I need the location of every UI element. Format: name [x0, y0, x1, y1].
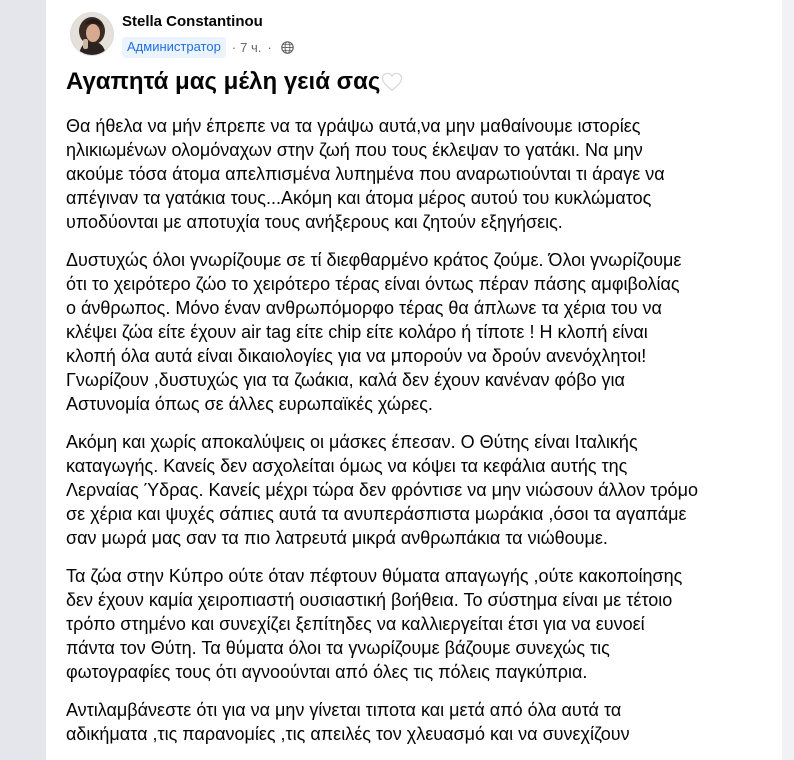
- body-line: ηλικιωμένων ολομόναχων στην ζωή που τους έκλεψαν το γατάκι. Να μην: [66, 140, 643, 160]
- body-line: Δυστυχώς όλοι γνωρίζουμε σε τί διεφθαρμένο κράτος ζούμε. Όλοι γνωρίζουμε: [66, 250, 682, 270]
- post-header: [70, 12, 670, 62]
- body-line: πάντα τον Θύτη. Τα θύματα όλοι τα γνωρίζουμε βάζουμε συνεχώς τις: [66, 638, 610, 658]
- page-scrollbar[interactable]: [782, 0, 794, 760]
- body-line: υποδύονται με αποτυχία τους ανήξερους και ζητούν εξηγήσεις.: [66, 212, 563, 232]
- body-line: ακούμε τόσα άτομα απελπισμένα λυπημένα που αναρωτιούνται τι άραγε να: [66, 164, 665, 184]
- post-title: [66, 68, 403, 96]
- body-line: φωτογραφίες τους ότι αγνοούνται από όλες τις πόλεις παγκύπρια.: [66, 662, 588, 682]
- white-heart-icon: [381, 72, 403, 92]
- post-body: [66, 114, 766, 760]
- body-line: ότι το χειρότερο ζώο το χειρότερο τέρας είναι όντως πέραν πάσης αμφιβολίας: [66, 274, 680, 294]
- meta-separator: ·: [231, 40, 237, 55]
- body-line: σαν μωρά μας σαν τα πιο λατρευτά μικρά ανθρωπάκια τα νιώθουμε.: [66, 528, 608, 548]
- body-line: Ακόμη και χωρίς αποκαλύψεις οι μάσκες έπεσαν. Ο Θύτης είναι Ιταλικής: [66, 432, 638, 452]
- globe-icon[interactable]: [281, 41, 294, 54]
- admin-badge[interactable]: Администратор: [122, 37, 226, 58]
- body-line: τρόπο στημένο και συνεχίζει ξεπίτηδες να καλλιεργείται έτσι για να ευνοεί: [66, 614, 645, 634]
- avatar-image: [71, 13, 113, 55]
- body-line: Γνωρίζουν ,δυστυχώς για τα ζωάκια, καλά δεν έχουν κανέναν φόβο για: [66, 370, 625, 390]
- body-line: Αστυνομία όπως σε άλλες ευρωπαϊκές χώρες.: [66, 394, 433, 414]
- body-line: ο άνθρωπος. Μόνο έναν ανθρωπόμορφο τέρας θα άπλωνε τα χέρια του να: [66, 298, 662, 318]
- author-avatar[interactable]: [70, 12, 114, 56]
- body-line: Θα ήθελα να μήν έπρεπε να τα γράψω αυτά,να μην μαθαίνουμε ιστορίες: [66, 116, 641, 136]
- paragraph-5: [66, 698, 766, 746]
- post-title-text: Αγαπητά μας μέλη γειά σας: [66, 68, 381, 95]
- body-line: Αντιλαμβάνεστε ότι για να μην γίνεται τιποτα και μετά από όλα αυτά τα: [66, 700, 622, 720]
- paragraph-4: [66, 564, 766, 684]
- paragraph-1: [66, 114, 766, 234]
- paragraph-2: [66, 248, 766, 416]
- body-line: απέγιναν τα γατάκια τους...Ακόμη και άτομα μέρος αυτού του κυκλώματος: [66, 188, 652, 208]
- body-line: αδικήματα ,τις παρανομίες ,τις απειλές τον χλευασμό και να συνεχίζουν: [66, 724, 630, 744]
- body-line: σε χέρια και ψυχές σάπιες αυτά τα ανυπεράσπιστα μωράκια ,όσοι τα αγαπάμε: [66, 504, 687, 524]
- post-timestamp[interactable]: 7 ч.: [240, 40, 262, 55]
- post-card: [46, 0, 782, 760]
- body-line: κλέψει ζώα είτε έχουν air tag είτε chip είτε κολάρο ή τίποτε ! Η κλοπή είναι: [66, 322, 648, 342]
- body-line: Τα ζώα στην Κύπρο ούτε όταν πέφτουν θύματα απαγωγής ,ούτε κακοποίησης: [66, 566, 683, 586]
- meta-separator-2: ·: [267, 40, 272, 55]
- body-line: κλοπή όλα αυτά είναι δικαιολογίες για να μπορούν να δρούν ανενόχλητοι!: [66, 346, 647, 366]
- post-meta: [122, 37, 294, 58]
- body-line: δεν έχουν καμία χειροπιαστή ουσιαστική βοήθεια. Το σύστημα είναι με τέτοιο: [66, 590, 673, 610]
- body-line: καταγωγής. Κανείς δεν ασχολείται όμως να κόψει τα κεφάλια αυτής της: [66, 456, 628, 476]
- body-line: Λερναίας Ύδρας. Κανείς μέχρι τώρα δεν φρόντισε να μην νιώσουν άλλον τρόμο: [66, 480, 698, 500]
- paragraph-3: [66, 430, 766, 550]
- author-name[interactable]: Stella Constantinou: [122, 13, 263, 30]
